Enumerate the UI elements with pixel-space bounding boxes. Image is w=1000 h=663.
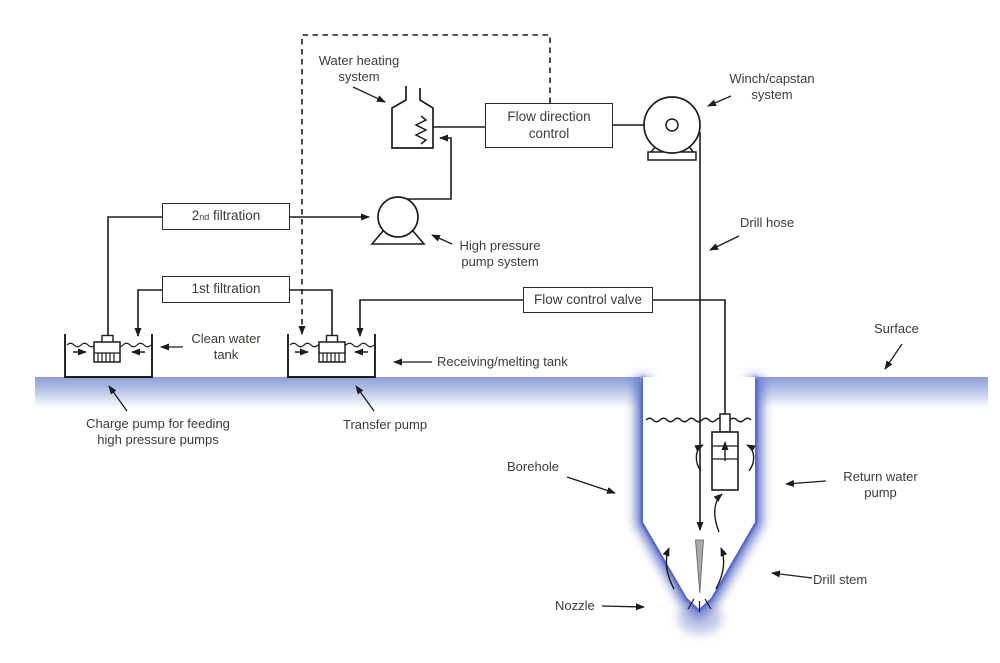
pipe-valve-to-receiving-tank xyxy=(360,300,523,336)
box-flow-control-valve xyxy=(523,287,653,313)
label-water-heating-system: Water heating system xyxy=(318,53,400,84)
surface-leader-arrow xyxy=(885,344,902,369)
drill-stem-leader-arrow xyxy=(772,573,812,578)
drill-hose-leader-arrow xyxy=(710,236,739,250)
winch-shape xyxy=(644,97,700,160)
borehole-leader-arrow xyxy=(567,477,615,493)
label-winch-capstan-system: Winch/capstan system xyxy=(729,71,815,102)
second-filtration-rest: filtration xyxy=(209,208,261,224)
label-drill-stem: Drill stem xyxy=(813,572,868,587)
label-surface: Surface xyxy=(874,321,919,336)
label-drill-hose: Drill hose xyxy=(740,215,795,230)
return-pump-leader-arrow xyxy=(786,481,826,484)
label-high-pressure-pump-system: High pressure pump system xyxy=(459,238,541,269)
heater-coil xyxy=(416,116,426,144)
label-return-water-pump: Return water pump xyxy=(843,469,918,500)
second-filtration-num: 2 xyxy=(191,208,200,224)
water-heating-leader-arrow xyxy=(353,87,385,102)
high-pressure-pump-shape xyxy=(372,197,424,244)
flow-control-valve-label: Flow control valve xyxy=(533,291,643,307)
label-transfer-pump: Transfer pump xyxy=(343,417,428,432)
transfer-pump-icon xyxy=(319,336,345,363)
pipe-transfer-pump-to-1st-filtration xyxy=(290,290,332,336)
box-first-filtration xyxy=(162,276,290,303)
flow-lines xyxy=(108,125,725,414)
first-filtration-label: 1st filtration xyxy=(191,281,261,297)
clean-water-tank-shape xyxy=(65,334,152,377)
label-clean-water-tank: Clean water tank xyxy=(191,331,261,362)
label-receiving-melting-tank: Receiving/melting tank xyxy=(437,354,568,369)
nozzle-leader-arrow xyxy=(602,606,644,607)
box-flow-direction-line1: Flow direction xyxy=(507,108,591,124)
receiving-tank-shape xyxy=(288,334,375,377)
pipe-1st-filtration-to-clean-tank xyxy=(138,290,162,336)
surface-band xyxy=(35,377,988,408)
box-flow-direction-line2: control xyxy=(528,125,570,141)
label-charge-pump: Charge pump for feeding high pressure pumps xyxy=(86,416,230,447)
borehole-shape xyxy=(643,377,755,634)
box-flow-direction-control xyxy=(485,103,613,148)
water-heater-shape xyxy=(392,86,433,148)
label-nozzle: Nozzle xyxy=(555,598,595,613)
box-second-filtration: 2 nd filtration xyxy=(162,203,290,230)
pipe-charge-pump-to-2nd-filtration xyxy=(108,217,162,336)
charge-pump-icon xyxy=(94,336,120,363)
label-borehole: Borehole xyxy=(507,459,560,474)
